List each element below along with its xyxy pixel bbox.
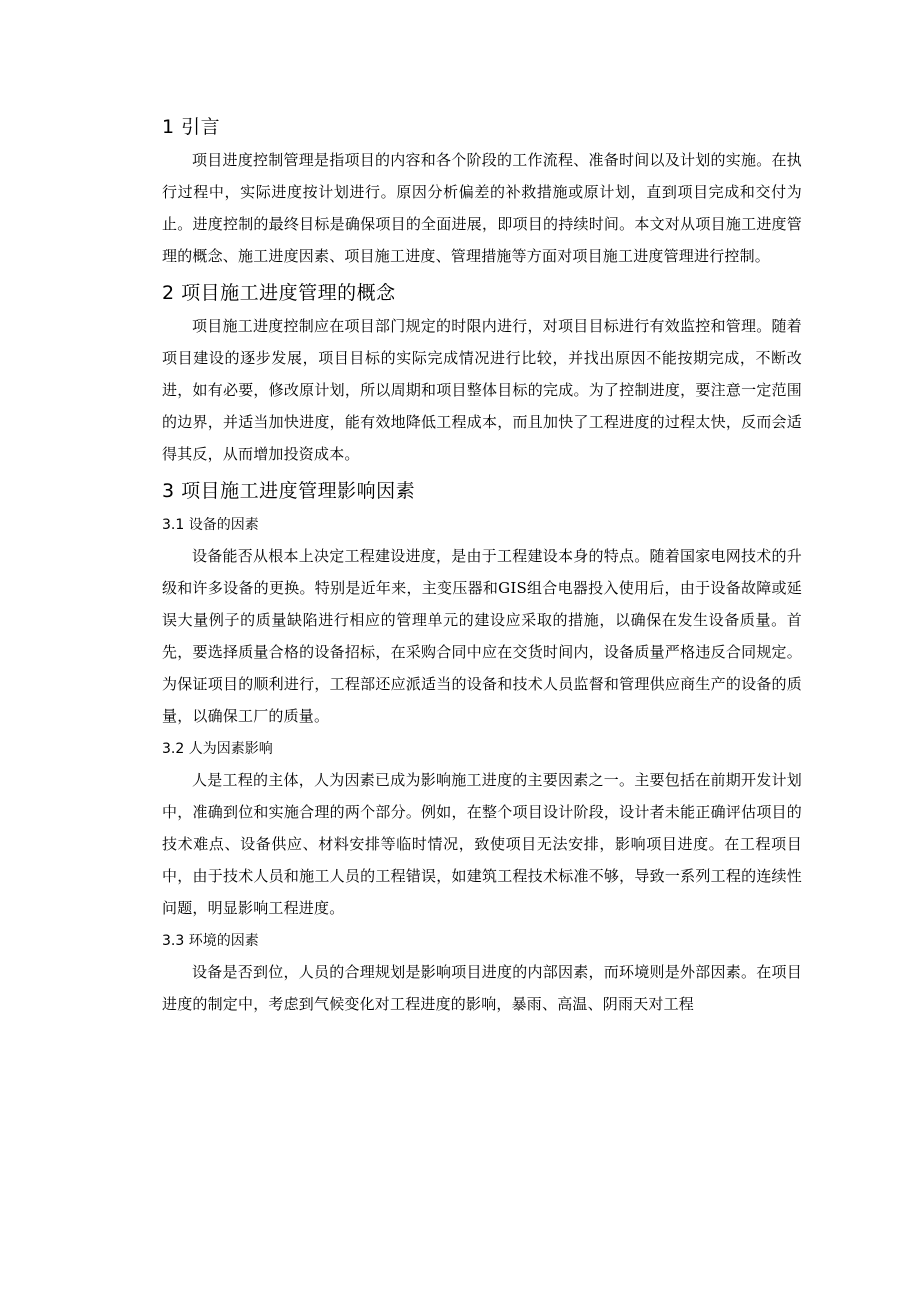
subsection-3-2-paragraph: 人是工程的主体，人为因素已成为影响施工进度的主要因素之一。主要包括在前期开发计划中，准确到位和实施合理的两个部分。例如，在整个项目设计阶段，设计者未能正确评估项目的技术难点、设备供应、材料安排等临时情况，致使项目无法安排，影响项目进度。在工程项目中，由于技术人员和施工人员的工程错误，如建筑工程技术标准不够，导致一系列工程的连续性问题，明显影响工程进度。: [162, 771, 802, 917]
section-1-paragraph: 项目进度控制管理是指项目的内容和各个阶段的工作流程、准备时间以及计划的实施。在执行过程中，实际进度按计划进行。原因分析偏差的补救措施或原计划，直到项目完成和交付为止。进度控制的最终目标是确保项目的全面进展，即项目的持续时间。本文对从项目施工进度管理的概念、施工进度因素、项目施工进度、管理措施等方面对项目施工进度管理进行控制。: [162, 151, 802, 265]
section-2-title: 2 项目施工进度管理的概念: [162, 282, 396, 304]
subsection-3-2-title: 3.2 人为因素影响: [162, 741, 273, 757]
subsection-3-1-title: 3.1 设备的因素: [162, 517, 259, 533]
subsection-3-3-title: 3.3 环境的因素: [162, 933, 259, 949]
section-1-title: 1 引言: [162, 116, 221, 138]
section-3-title: 3 项目施工进度管理影响因素: [162, 480, 416, 502]
subsection-3-3-paragraph: 设备是否到位，人员的合理规划是影响项目进度的内部因素，而环境则是外部因素。在项目进度的制定中，考虑到气候变化对工程进度的影响，暴雨、高温、阴雨天对工程: [162, 963, 802, 1013]
subsection-3-1-paragraph: 设备能否从根本上决定工程建设进度，是由于工程建设本身的特点。随着国家电网技术的升级和许多设备的更换。特别是近年来，主变压器和GIS组合电器投入使用后，由于设备故障或延误大量例子的质量缺陷进行相应的管理单元的建设应采取的措施，以确保在发生设备质量。首先，要选择质量合格的设备招标，在采购合同中应在交货时间内，设备质量严格违反合同规定。为保证项目的顺利进行，工程部还应派适当的设备和技术人员监督和管理供应商生产的设备的质量，以确保工厂的质量。: [162, 547, 802, 725]
document-page: [162, 108, 802, 1024]
section-2-paragraph: 项目施工进度控制应在项目部门规定的时限内进行，对项目目标进行有效监控和管理。随着项目建设的逐步发展，项目目标的实际完成情况进行比较，并找出原因不能按期完成，不断改进，如有必要，修改原计划，所以周期和项目整体目标的完成。为了控制进度，要注意一定范围的边界，并适当加快进度，能有效地降低工程成本，而且加快了工程进度的过程太快，反而会适得其反，从而增加投资成本。: [162, 317, 802, 463]
